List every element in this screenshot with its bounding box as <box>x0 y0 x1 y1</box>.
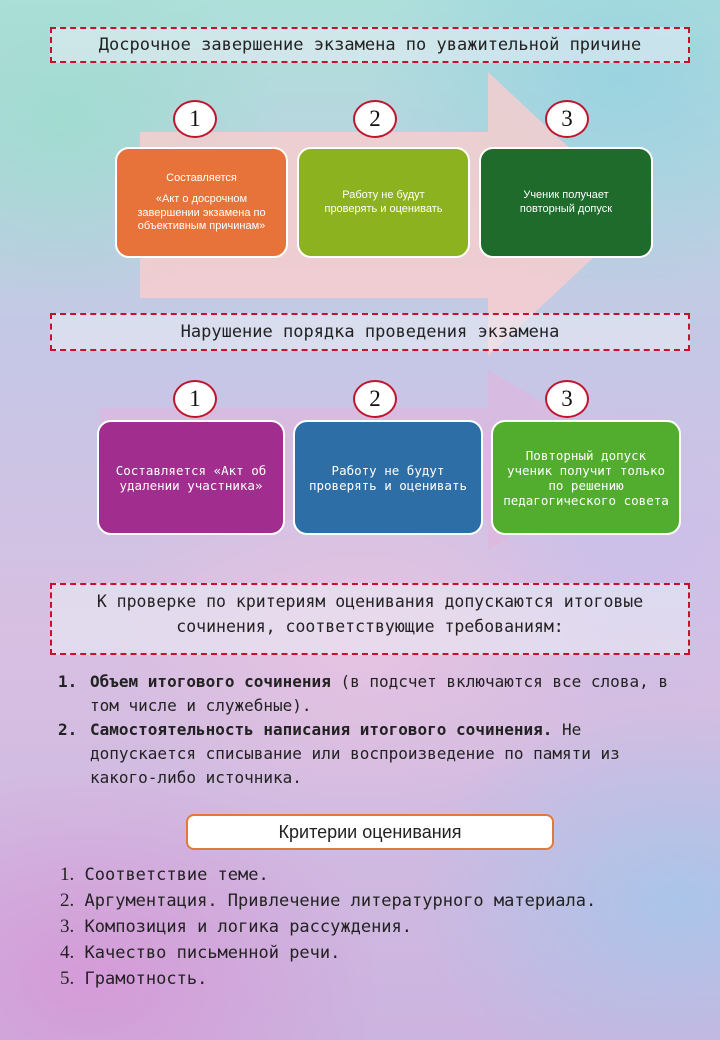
list-item: 5. Грамотность. <box>60 968 208 989</box>
step-box-no-check: Работу не будут проверять и оценивать <box>297 147 470 258</box>
step-box-removal-act: Составляется «Акт об удалении участника» <box>97 420 285 535</box>
step-box-act: Составляется «Акт о досрочном завершении экзамена по объективным причинам» <box>115 147 288 258</box>
step-number-3: 3 <box>545 380 589 418</box>
list-item: 2. Самостоятельность написания итогового сочинения. Не допускается списывание или воспроизведение по памяти из какого-либо источника. <box>58 720 620 787</box>
list-item: 4. Качество письменной речи. <box>60 942 341 963</box>
step-number-1: 1 <box>173 380 217 418</box>
criteria-list <box>60 862 680 992</box>
step-number-2: 2 <box>353 100 397 138</box>
section3-title: К проверке по критериям оценивания допускаются итоговые сочинения, соответствующие требованиям: <box>50 583 690 655</box>
step-number-2: 2 <box>353 380 397 418</box>
list-item: 1. Соответствие теме. <box>60 864 269 885</box>
list-item: 3. Композиция и логика рассуждения. <box>60 916 413 937</box>
list-item: 1. Объем итогового сочинения (в подсчет включаются все слова, в том числе и служебные). <box>58 672 668 715</box>
step-number-1: 1 <box>173 100 217 138</box>
criteria-title: Критерии оценивания <box>186 814 554 850</box>
list-item: 2. Аргументация. Привлечение литературного материала. <box>60 890 597 911</box>
requirements-list <box>58 670 688 790</box>
section2-title: Нарушение порядка проведения экзамена <box>50 313 690 351</box>
step-box-retry: Ученик получает повторный допуск <box>479 147 653 258</box>
step-number-3: 3 <box>545 100 589 138</box>
section1-title <box>50 27 690 63</box>
step-box-no-check: Работу не будут проверять и оценивать <box>293 420 483 535</box>
section1-title-text: Досрочное завершение экзамена по уважительной причине <box>98 35 642 55</box>
step-box-council: Повторный допуск ученик получит только по решению педагогического совета <box>491 420 681 535</box>
